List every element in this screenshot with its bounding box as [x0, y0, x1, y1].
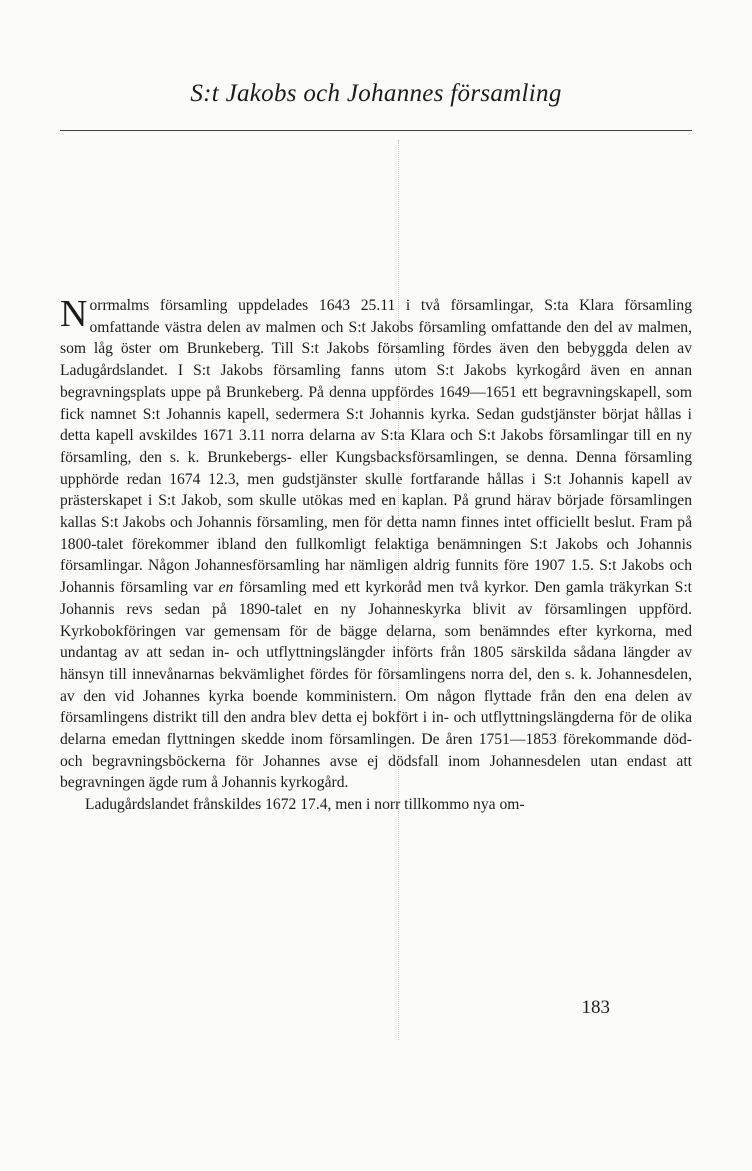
page-title: S:t Jakobs och Johannes församling	[190, 80, 562, 107]
paragraph-1	[60, 295, 692, 794]
body-text	[60, 295, 692, 816]
paragraph-1-tail: församling med ett kyrkoråd men två kyrkor. Den gamla träkyrkan S:t Johannis revs sedan på 1890-talet en ny Johanneskyrka blivit av församlingen uppförd. Kyrkobokföringen var gemensam för de bägge delarna, som benämndes efter kyrkorna, med undantag av att sedan in- och utflyttningslängder införts från 1805 särskilda sådana längder av hänsyn till innevånarnas bekvämlighet fördes för församlingens norra del, den s. k. Johannesdelen, av den vid Johannes kyrka boende komministern. Om någon flyttade från den ena delen av församlingens distrikt till den andra blev detta ej bokfört i in- och utflyttningslängderna för de olika delarna emedan flyttningen skedde inom församlingen. De åren 1751—1853 förekommande död- och begravningsböckerna för Johannes avse ej dödsfall inom Johannesdelen utan endast att begravningen ägde rum å Johannis kyrkogård.	[60, 579, 693, 792]
drop-cap: N	[60, 293, 88, 335]
title-rule	[60, 130, 692, 131]
paragraph-1-text: orrmalms församling uppdelades 1643 25.11 i två församlingar, S:ta Klara församling omfattande västra delen av malmen och S:t Jakobs församling omfattande den del av malmen, som låg öster om Brunkeberg. Till S:t Jakobs församling fördes även den bebyggda delen av Ladugårdslandet. I S:t Jakobs församling fanns utom S:t Jakobs kyrkogård även en annan begravningsplats uppe på Brunkeberg. På denna uppfördes 1649—1651 ett begravningskapell, som fick namnet S:t Johannis kapell, sedermera S:t Johannis kyrka. Sedan gudstjänster börjat hållas i detta kapell avskildes 1671 3.11 norra delarna av S:ta Klara och S:t Jakobs församlingar till en ny församling, den s. k. Brunkebergs- eller Kungsbacksförsamlingen, se denna. Denna församling upphörde redan 1674 12.3, men gudstjänster skulle fortfarande hållas i S:t Johannis kapell av prästerskapet i S:t Jakob, som skulle utökas med en kaplan. På grund härav började församlingen kallas S:t Jakobs och Johannis församling, men för detta namn finnes intet officiellt beslut. Fram på 1800-talet förekommer ibland den fullkomligt felaktiga benämningen S:t Jakobs och Johannis församlingar. Någon Johannesförsamling har nämligen aldrig funnits före 1907 1.5. S:t Jakobs och Johannis församling var	[60, 297, 692, 597]
page-number: 183	[581, 997, 610, 1018]
emphasis-en: en	[218, 579, 234, 597]
paragraph-2: Ladugårdslandet frånskildes 1672 17.4, men i norr tillkommo nya om-	[85, 796, 525, 814]
